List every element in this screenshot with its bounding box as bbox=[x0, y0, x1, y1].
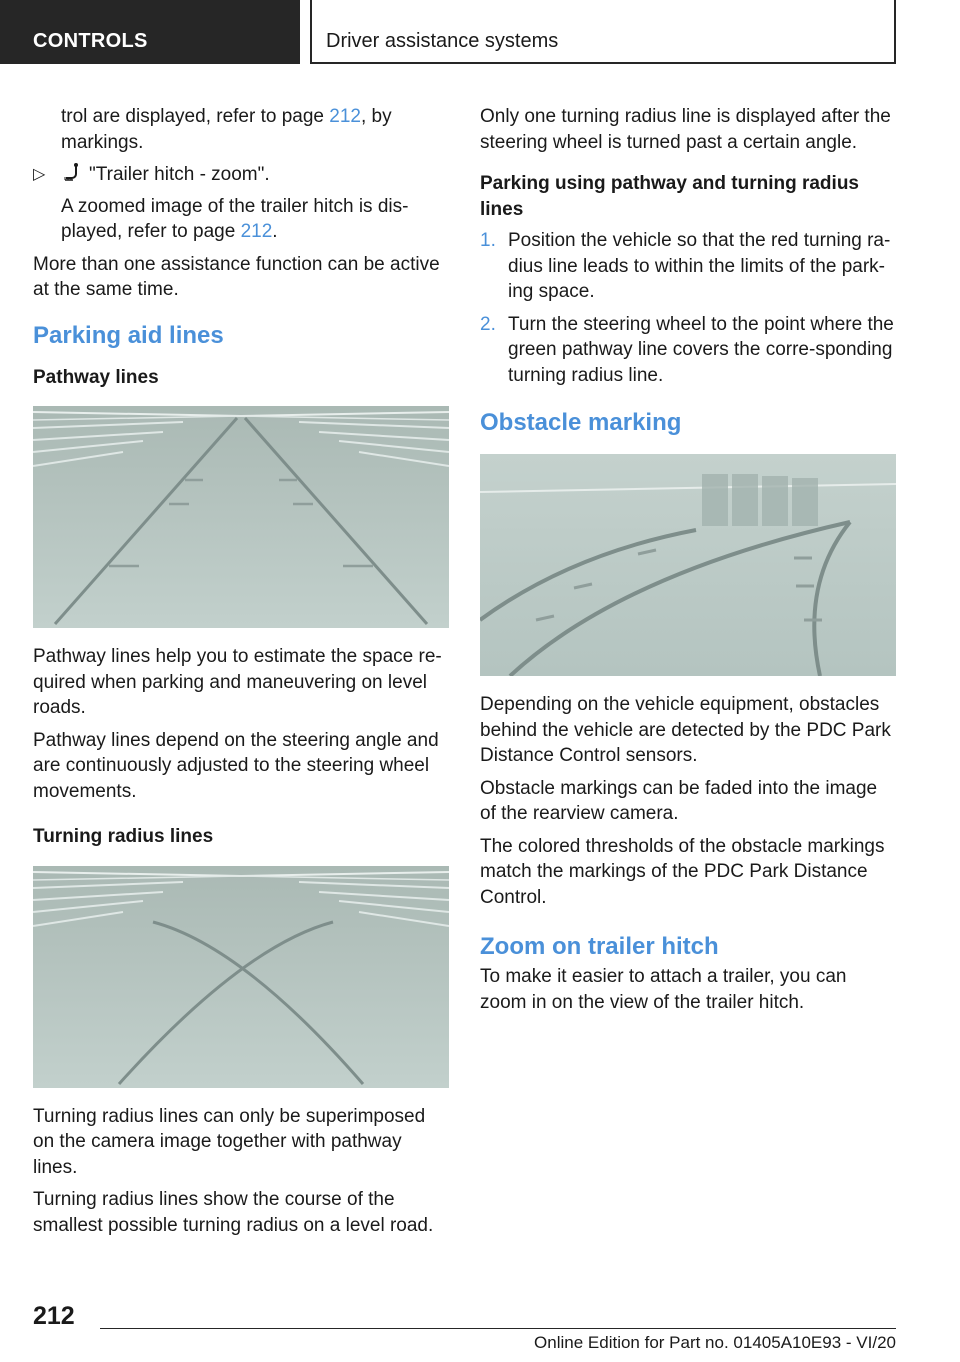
heading-parking-aid-lines: Parking aid lines bbox=[33, 321, 224, 349]
obstacle-marking-figure bbox=[480, 454, 896, 676]
trailer-zoom-label: "Trailer hitch - zoom". bbox=[89, 164, 270, 185]
trailer-hitch-icon bbox=[61, 162, 83, 184]
right-column bbox=[480, 104, 896, 1022]
list-item-step-1 bbox=[480, 228, 896, 305]
section-label: CONTROLS bbox=[0, 0, 300, 64]
heading-zoom-trailer-hitch: Zoom on trailer hitch bbox=[480, 933, 719, 960]
triangle-bullet-icon: ▷ bbox=[33, 166, 46, 183]
obstacle-paragraph-1: Depending on the vehicle equipment, obstacles behind the vehicle are detected by the PDC Park Distance Control sensors. bbox=[480, 694, 891, 766]
list-item-trailer-zoom bbox=[33, 162, 449, 245]
footer-divider bbox=[100, 1328, 896, 1329]
pathway-paragraph-1: Pathway lines help you to estimate the space re-quired when parking and maneuvering on level roads. bbox=[33, 646, 442, 718]
paragraph-one-line: Only one turning radius line is displayed after the steering wheel is turned past a certain angle. bbox=[480, 106, 891, 153]
obstacle-paragraph-3: The colored thresholds of the obstacle markings match the markings of the PDC Park Distance Control. bbox=[480, 835, 885, 908]
pathway-lines-figure bbox=[33, 406, 449, 628]
zoom-paragraph: To make it easier to attach a trailer, you can zoom in on the view of the trailer hitch. bbox=[480, 966, 847, 1013]
heading-turning-radius-lines: Turning radius lines bbox=[33, 826, 214, 847]
chapter-title: Driver assistance systems bbox=[310, 0, 896, 64]
page-link[interactable]: 212 bbox=[240, 221, 273, 242]
list-item-step-2 bbox=[480, 312, 896, 389]
page-number: 212 bbox=[33, 1302, 75, 1330]
page-link[interactable]: 212 bbox=[329, 106, 361, 127]
heading-pathway-lines: Pathway lines bbox=[33, 366, 159, 388]
turning-radius-figure bbox=[33, 866, 449, 1088]
obstacle-paragraph-2: Obstacle markings can be faded into the image of the rearview camera. bbox=[480, 777, 878, 824]
turning-paragraph-1: Turning radius lines can only be superimposed on the camera image together with pathway lines. bbox=[33, 1105, 426, 1178]
turning-paragraph-2: Turning radius lines show the course of the smallest possible turning radius on a level road. bbox=[33, 1189, 434, 1236]
continued-text: trol are displayed, refer to page 212, by markings. bbox=[61, 106, 392, 153]
step-text: Position the vehicle so that the red turning ra-dius line leads to within the limits of the park-ing space. bbox=[508, 230, 891, 302]
left-column bbox=[33, 104, 449, 1245]
heading-parking-using: Parking using pathway and turning radius lines bbox=[480, 173, 859, 220]
trailer-zoom-body: A zoomed image of the trailer hitch is dis-played, refer to page 212. bbox=[61, 195, 409, 242]
heading-obstacle-marking: Obstacle marking bbox=[480, 409, 682, 436]
step-text: Turn the steering wheel to the point where the green pathway line covers the corre-sponding turning radius line. bbox=[508, 313, 894, 386]
step-number: 2. bbox=[480, 313, 496, 335]
pathway-paragraph-2: Pathway lines depend on the steering angle and are continuously adjusted to the steering wheel movements. bbox=[33, 729, 439, 802]
edition-note: Online Edition for Part no. 01405A10E93 - VI/20 bbox=[534, 1333, 896, 1352]
step-number: 1. bbox=[480, 230, 496, 251]
paragraph-more: More than one assistance function can be active at the same time. bbox=[33, 253, 440, 300]
